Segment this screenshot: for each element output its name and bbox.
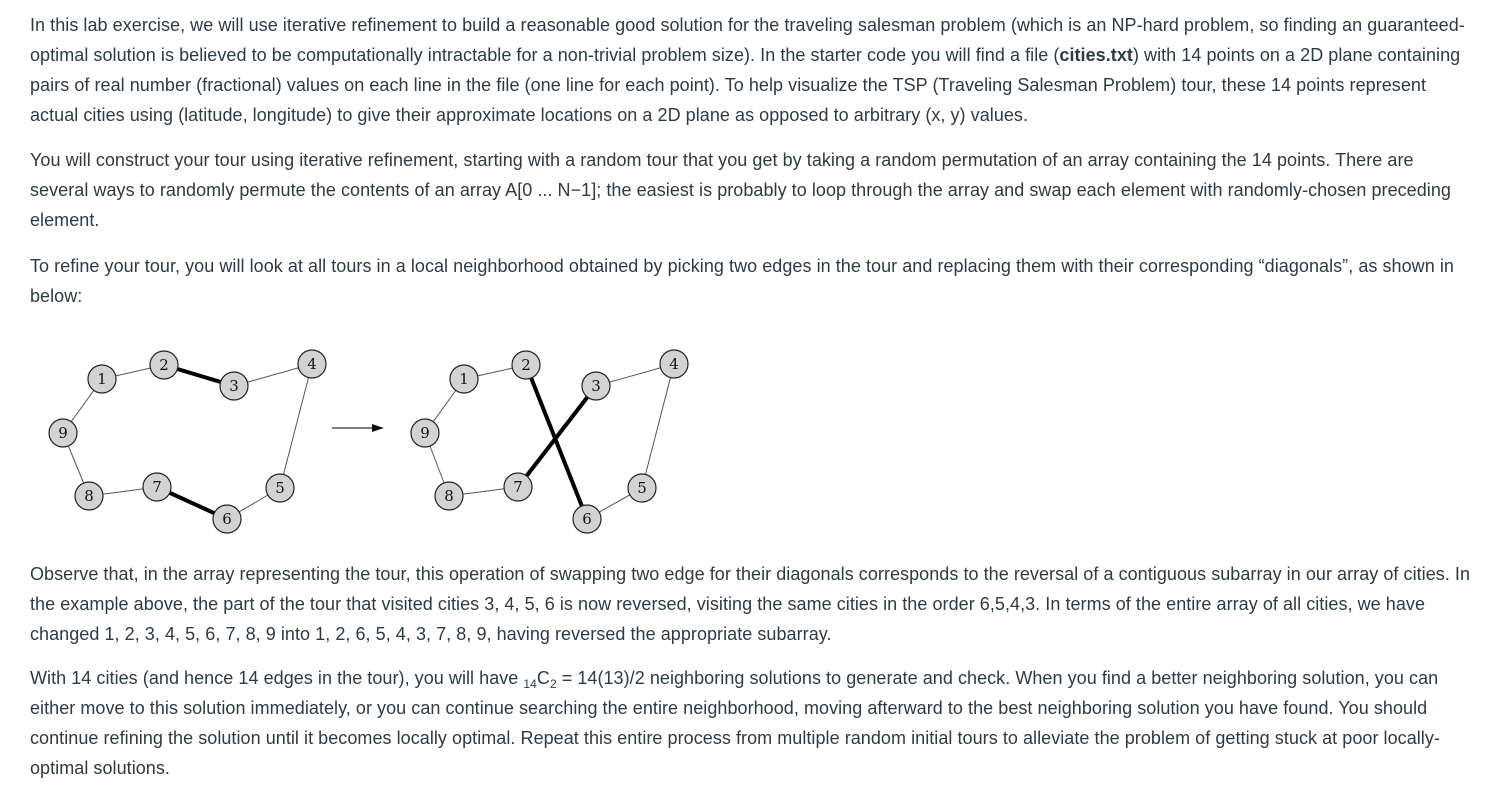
city-node — [298, 350, 326, 378]
city-node — [143, 473, 171, 501]
city-node — [49, 419, 77, 447]
neighbors-text-2: = 14(13)/2 neighboring solutions to generate and check. When you find a better neighboring solution, you can either move to this solution immediately, or you can continue searching the entire neighborhood, moving afterward to the best neighboring solution you have found. You should continue refining the solution until it becomes locally optimal. Repeat this entire process from multiple random initial tours to alleviate the problem of getting stuck at poor locally-optimal solutions. — [30, 668, 1440, 778]
two-opt-figure — [40, 345, 700, 535]
city-label: 3 — [591, 377, 601, 395]
paragraph-observe: Observe that, in the array representing the tour, this operation of swapping two edge for their diagonals corresponds to the reversal of a contiguous subarray in our array of cities. In the example above, the part of the tour that visited cities 3, 4, 5, 6 is now reversed, visiting the same cities in the order 6,5,4,3. In terms of the entire array of all cities, we have changed 1, 2, 3, 4, 5, 6, 7, 8, 9 into 1, 2, 6, 5, 4, 3, 7, 8, 9, having reversed the appropriate subarray. — [30, 564, 1471, 644]
neighbors-text-1: With 14 cities (and hence 14 edges in the tour), you will have — [30, 668, 524, 688]
city-label: 6 — [222, 510, 232, 528]
city-label: 5 — [637, 479, 647, 497]
city-label: 2 — [159, 356, 169, 374]
city-label: 4 — [669, 355, 679, 373]
paragraph-refine: To refine your tour, you will look at all tours in a local neighborhood obtained by picking two edges in the tour and replacing them with their corresponding “diagonals”, as shown in below: — [30, 256, 1454, 306]
city-node — [573, 505, 601, 533]
city-label: 1 — [97, 370, 107, 388]
city-node — [660, 350, 688, 378]
paragraph-random-tour: You will construct your tour using iterative refinement, starting with a random tour that you get by taking a random permutation of an array containing the 14 points. There are several ways to randomly permute the contents of an array A[0 ... N−1]; the easiest is probably to loop through the array and swap each element with randomly-chosen preceding element. — [30, 150, 1451, 230]
combination-k: 2 — [549, 677, 557, 691]
intro-text-2: ) with 14 points on a 2D plane containing pairs of real number (fractional) values on each line in the file (one line for each point). To help visualize the TSP (Traveling Salesman Problem) tour, these 14 points represent actual cities using (latitude, longitude) to give their approximate locations on a 2D plane as opposed to arbitrary (x, y) values. — [30, 45, 1461, 125]
paragraph-intro — [30, 10, 1476, 130]
arrow-icon — [332, 424, 384, 432]
city-label: 7 — [513, 478, 523, 496]
edge-added — [526, 365, 587, 519]
city-label: 4 — [307, 355, 317, 373]
edge — [280, 364, 312, 488]
city-node — [450, 365, 478, 393]
city-label: 1 — [459, 370, 469, 388]
city-node — [411, 419, 439, 447]
city-node — [88, 365, 116, 393]
tour-before — [49, 350, 326, 533]
city-label: 8 — [444, 487, 454, 505]
city-node — [582, 372, 610, 400]
city-node — [213, 505, 241, 533]
city-node — [266, 474, 294, 502]
city-node — [512, 351, 540, 379]
city-node — [220, 372, 248, 400]
city-label: 6 — [582, 510, 592, 528]
city-label: 5 — [275, 479, 285, 497]
edge — [642, 364, 674, 488]
city-label: 9 — [58, 424, 68, 442]
tour-after — [411, 350, 688, 533]
city-node — [150, 351, 178, 379]
city-label: 2 — [521, 356, 531, 374]
combination-c: C — [536, 668, 550, 688]
city-node — [75, 482, 103, 510]
city-node — [628, 474, 656, 502]
city-label: 3 — [229, 377, 239, 395]
combination-n: 14 — [523, 677, 537, 691]
paragraph-neighbors — [30, 663, 1476, 783]
city-label: 7 — [152, 478, 162, 496]
filename-cities: cities.txt — [1059, 45, 1133, 65]
city-label: 9 — [420, 424, 430, 442]
city-node — [435, 482, 463, 510]
city-node — [504, 473, 532, 501]
two-opt-diagram — [40, 345, 700, 535]
city-label: 8 — [84, 487, 94, 505]
edge-added — [518, 386, 596, 487]
intro-text-1: In this lab exercise, we will use iterative refinement to build a reasonable good solution for the traveling salesman problem (which is an NP-hard problem, so finding an guaranteed-optimal solution is believed to be computationally intractable for a non-trivial problem size). In the starter code you will find a file ( — [30, 15, 1465, 65]
